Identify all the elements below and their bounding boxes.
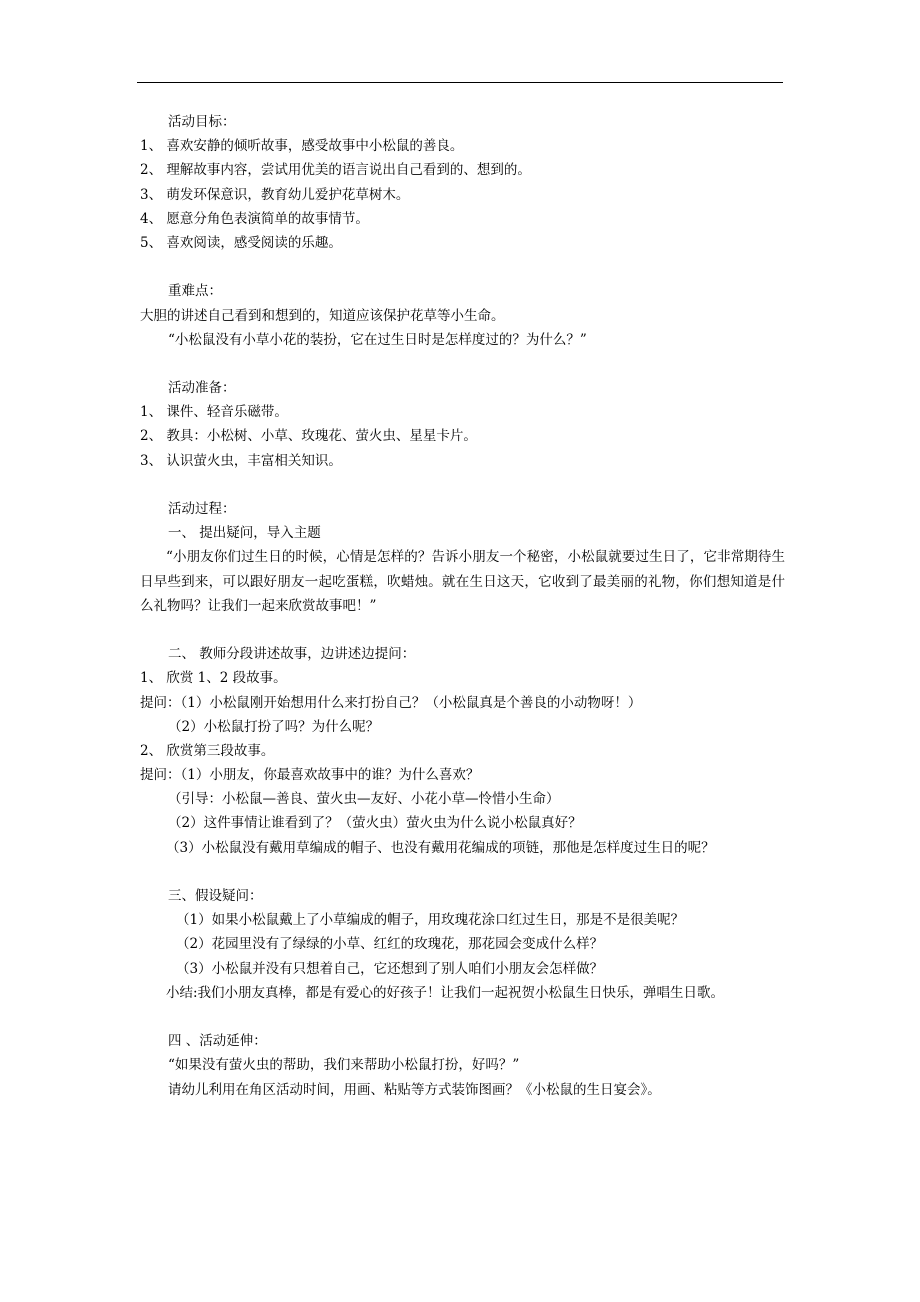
step2-question-2: （2）小松鼠打扮了吗？为什么呢？ (168, 718, 380, 735)
header-rule (137, 82, 783, 83)
step3-question-3: （3）小松鼠并没有只想着自己，它还想到了别人咱们小朋友会怎样做？ (176, 960, 604, 977)
preparation-item-1: 1、 课件、轻音乐磁带。 (140, 404, 288, 421)
step3-question-1: （1）如果小松鼠戴上了小草编成的帽子，用玫瑰花涂口红过生日，那是不是很美呢？ (176, 912, 685, 929)
step2-question-1: 提问：（1）小松鼠刚开始想用什么来打扮自己？（小松鼠真是个善良的小动物呀！） (140, 694, 642, 711)
step3-title: 三、假设疑问： (168, 888, 263, 905)
step2-sub1: 1、 欣赏 1、2 段故事。 (140, 670, 287, 687)
goal-item-3: 3、 萌发环保意识，教育幼儿爱护花草树木。 (140, 186, 410, 203)
step2-guide: （引导：小松鼠—善良、萤火虫—友好、小花小草—怜惜小生命） (168, 791, 560, 808)
step2-question-4: （2）这件事情让谁看到了？（萤火虫）萤火虫为什么说小松鼠真好？ (168, 815, 582, 832)
step2-question-3: 提问：（1）小朋友，你最喜欢故事中的谁？为什么喜欢？ (140, 767, 480, 784)
step3-summary: 小结:我们小朋友真棒，都是有爱心的好孩子！让我们一起祝贺小松鼠生日快乐，弹唱生日歌。 (166, 984, 725, 1001)
step4-text: 请幼儿利用在角区活动时间，用画、粘贴等方式装饰图画？《小松鼠的生日宴会》。 (168, 1081, 661, 1098)
key-point-2: “小松鼠没有小草小花的装扮，它在过生日时是怎样度过的？为什么？” (168, 331, 587, 348)
goals-heading: 活动目标： (168, 114, 236, 130)
step2-sub2: 2、 欣赏第三段故事。 (140, 742, 275, 759)
step1-title: 一、 提出疑问，导入主题 (168, 525, 321, 542)
step1-text: “小朋友你们过生日的时候，心情是怎样的？告诉小朋友一个秘密，小松鼠就要过生日了，它非常期待生日早些到来，可以跟好朋友一起吃蛋糕，吹蜡烛。就在生日这天，它收到了最美丽的礼物，你们想知道是什么礼物吗？让我们一起来欣赏故事吧！” (140, 549, 785, 614)
goal-item-4: 4、 愿意分角色表演简单的故事情节。 (140, 210, 369, 227)
preparation-item-3: 3、 认识萤火虫，丰富相关知识。 (140, 452, 342, 469)
preparation-heading: 活动准备： (168, 380, 236, 397)
preparation-item-2: 2、 教具：小松树、小草、玫瑰花、萤火虫、星星卡片。 (140, 428, 477, 445)
step2-question-5: （3）小松鼠没有戴用草编成的帽子、也没有戴用花编成的项链，那他是怎样度过生日的呢？ (166, 839, 715, 856)
goal-item-1: 1、 喜欢安静的倾听故事，感受故事中小松鼠的善良。 (140, 138, 464, 155)
key-point-1: 大胆的讲述自己看到和想到的，知道应该保护花草等小生命。 (140, 307, 505, 324)
step2-title: 二、 教师分段讲述故事，边讲述边提问： (168, 646, 416, 663)
step4-title: 四 、活动延伸： (168, 1033, 267, 1050)
step4-quote: “如果没有萤火虫的帮助，我们来帮助小松鼠打扮，好吗？” (168, 1057, 520, 1074)
process-heading: 活动过程： (168, 501, 236, 517)
goal-item-2: 2、 理解故事内容，尝试用优美的语言说出自己看到的、想到的。 (140, 162, 531, 179)
goal-item-5: 5、 喜欢阅读，感受阅读的乐趣。 (140, 234, 342, 251)
step3-question-2: （2）花园里没有了绿绿的小草、红红的玫瑰花，那花园会变成什么样？ (176, 936, 604, 953)
key-points-heading: 重难点： (168, 283, 222, 300)
document-body (140, 110, 785, 1102)
